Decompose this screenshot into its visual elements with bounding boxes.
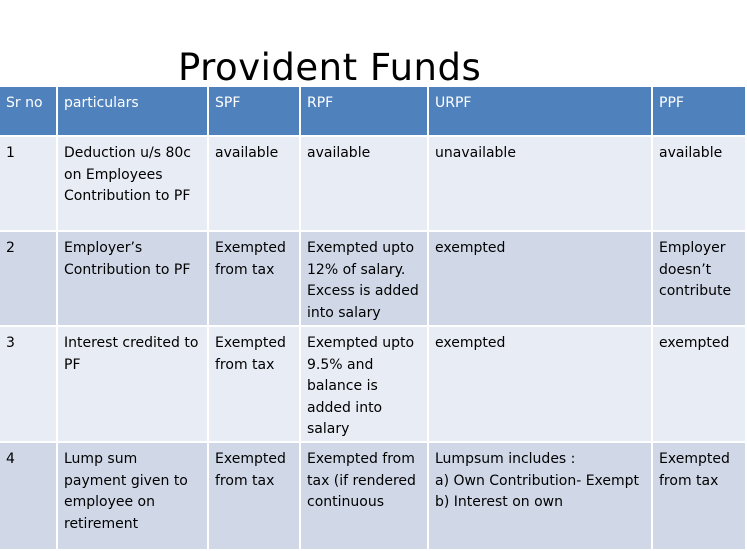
cell-spf: Exempted from tax: [208, 326, 300, 442]
cell-spf: Exempted from tax: [208, 231, 300, 326]
cell-sr-no: 1: [0, 136, 57, 231]
table-row: [0, 326, 746, 442]
cell-sr-no: 3: [0, 326, 57, 442]
cell-particulars: Lump sum payment given to employee on retirement: [57, 442, 208, 550]
header-rpf: RPF: [300, 87, 428, 136]
cell-ppf: Employer doesn’t contribute: [652, 231, 746, 326]
provident-funds-table: [0, 87, 747, 551]
cell-particulars: Employer’s Contribution to PF: [57, 231, 208, 326]
cell-rpf: Exempted upto 9.5% and balance is added into salary: [300, 326, 428, 442]
table-row: [0, 231, 746, 326]
cell-rpf: available: [300, 136, 428, 231]
cell-rpf: Exempted upto 12% of salary. Excess is added into salary: [300, 231, 428, 326]
cell-particulars: Interest credited to PF: [57, 326, 208, 442]
cell-urpf: exempted: [428, 231, 652, 326]
cell-ppf: available: [652, 136, 746, 231]
header-spf: SPF: [208, 87, 300, 136]
cell-sr-no: 4: [0, 442, 57, 550]
header-particulars: particulars: [57, 87, 208, 136]
cell-ppf: Exempted from tax: [652, 442, 746, 550]
header-sr-no: Sr no: [0, 87, 57, 136]
table-row: [0, 136, 746, 231]
cell-spf: Exempted from tax: [208, 442, 300, 550]
cell-ppf: exempted: [652, 326, 746, 442]
cell-urpf: unavailable: [428, 136, 652, 231]
cell-rpf: Exempted from tax (if rendered continuous: [300, 442, 428, 550]
header-urpf: URPF: [428, 87, 652, 136]
header-ppf: PPF: [652, 87, 746, 136]
table-header-row: [0, 87, 746, 136]
cell-urpf: Lumpsum includes : a) Own Contribution- Exempt b) Interest on own: [428, 442, 652, 550]
cell-particulars: Deduction u/s 80c on Employees Contribution to PF: [57, 136, 208, 231]
page-title: Provident Funds: [178, 46, 482, 89]
cell-spf: available: [208, 136, 300, 231]
cell-sr-no: 2: [0, 231, 57, 326]
cell-urpf: exempted: [428, 326, 652, 442]
table-row: [0, 442, 746, 550]
